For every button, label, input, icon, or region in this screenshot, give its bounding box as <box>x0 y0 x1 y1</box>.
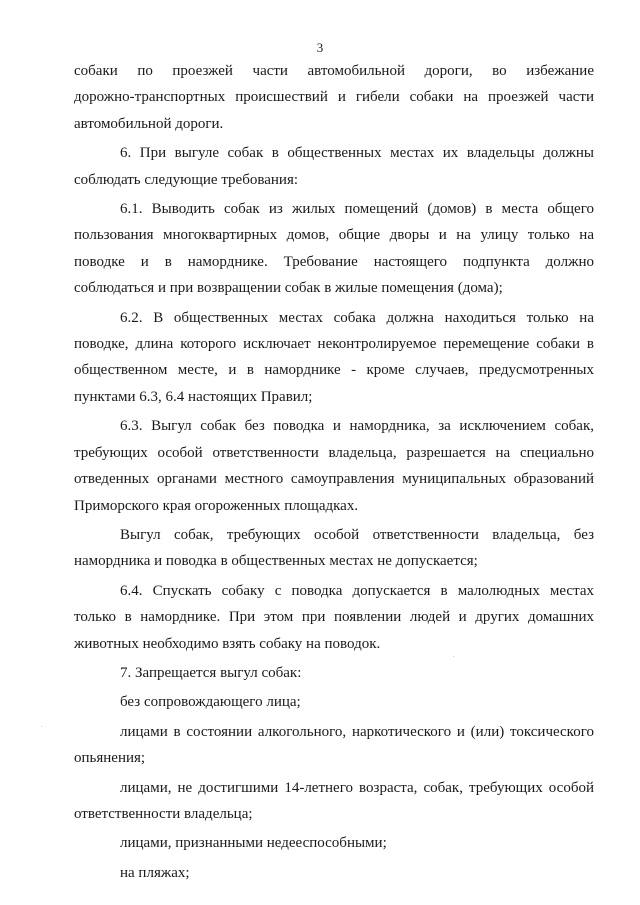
text-line: без сопровождающего лица; <box>120 694 301 711</box>
text-line: соблюдаться и при возвращении собак в жилые помещения (дома); <box>74 280 503 297</box>
text-line: собаки по проезжей части автомобильной дороги, во избежание <box>74 63 594 79</box>
text-line: общественном месте, и в наморднике - кроме случаев, предусмотренных <box>74 362 594 379</box>
text-line: Приморского края огороженных площадках. <box>74 497 359 514</box>
text-line: лицами, не достигшими 14-летнего возраста, собак, требующих особой <box>120 779 594 796</box>
text-line: дорожно-транспортных происшествий и гибели собаки на проезжей части <box>74 89 594 106</box>
text-line: лицами, признанными недееспособными; <box>120 835 387 852</box>
text-line: пунктами 6.3, 6.4 настоящих Правил; <box>74 388 313 405</box>
page-number: 3 <box>316 40 324 55</box>
text-line: пользования многоквартирных домов, общие дворы и на улицу только на <box>74 227 594 244</box>
text-line: 6.2. В общественных местах собака должна находиться только на <box>120 309 594 326</box>
text-line: 6.3. Выгул собак без поводка и намордника, за исключением собак, <box>120 418 594 435</box>
text-line: требующих особой ответственности владельца, разрешается на специально <box>74 444 594 461</box>
text-line: лицами в состоянии алкогольного, наркотического и (или) токсического <box>120 723 594 740</box>
text-line: отведенных органами местного самоуправления муниципальных образований <box>74 471 594 488</box>
text-line: 6. При выгуле собак в общественных местах их владельцы должны <box>120 145 594 162</box>
scan-speck: · <box>452 652 456 663</box>
text-line: 6.1. Выводить собак из жилых помещений (домов) в места общего <box>120 201 594 218</box>
text-line: намордника и поводка в общественных местах не допускается; <box>74 553 478 570</box>
scan-speck: · <box>40 722 44 733</box>
text-line: Выгул собак, требующих особой ответственности владельца, без <box>120 526 594 543</box>
text-line: 7. Запрещается выгул собак: <box>120 664 302 681</box>
text-line: животных необходимо взять собаку на поводок. <box>74 635 381 652</box>
text-line: опьянения; <box>74 750 146 767</box>
text-line: автомобильной дороги. <box>74 115 224 132</box>
document-body <box>74 58 594 886</box>
text-line: только в наморднике. При этом при появлении людей и других домашних <box>74 609 594 626</box>
text-line: 6.4. Спускать собаку с поводка допускается в малолюдных местах <box>120 582 594 599</box>
text-line: соблюдать следующие требования: <box>74 171 299 188</box>
text-line: ответственности владельца; <box>74 805 253 822</box>
text-line: поводке и в наморднике. Требование настоящего подпункта должно <box>74 253 594 270</box>
text-line: на пляжах; <box>120 864 190 881</box>
text-line: поводке, длина которого исключает неконтролируемое перемещение собаки в <box>74 336 594 353</box>
